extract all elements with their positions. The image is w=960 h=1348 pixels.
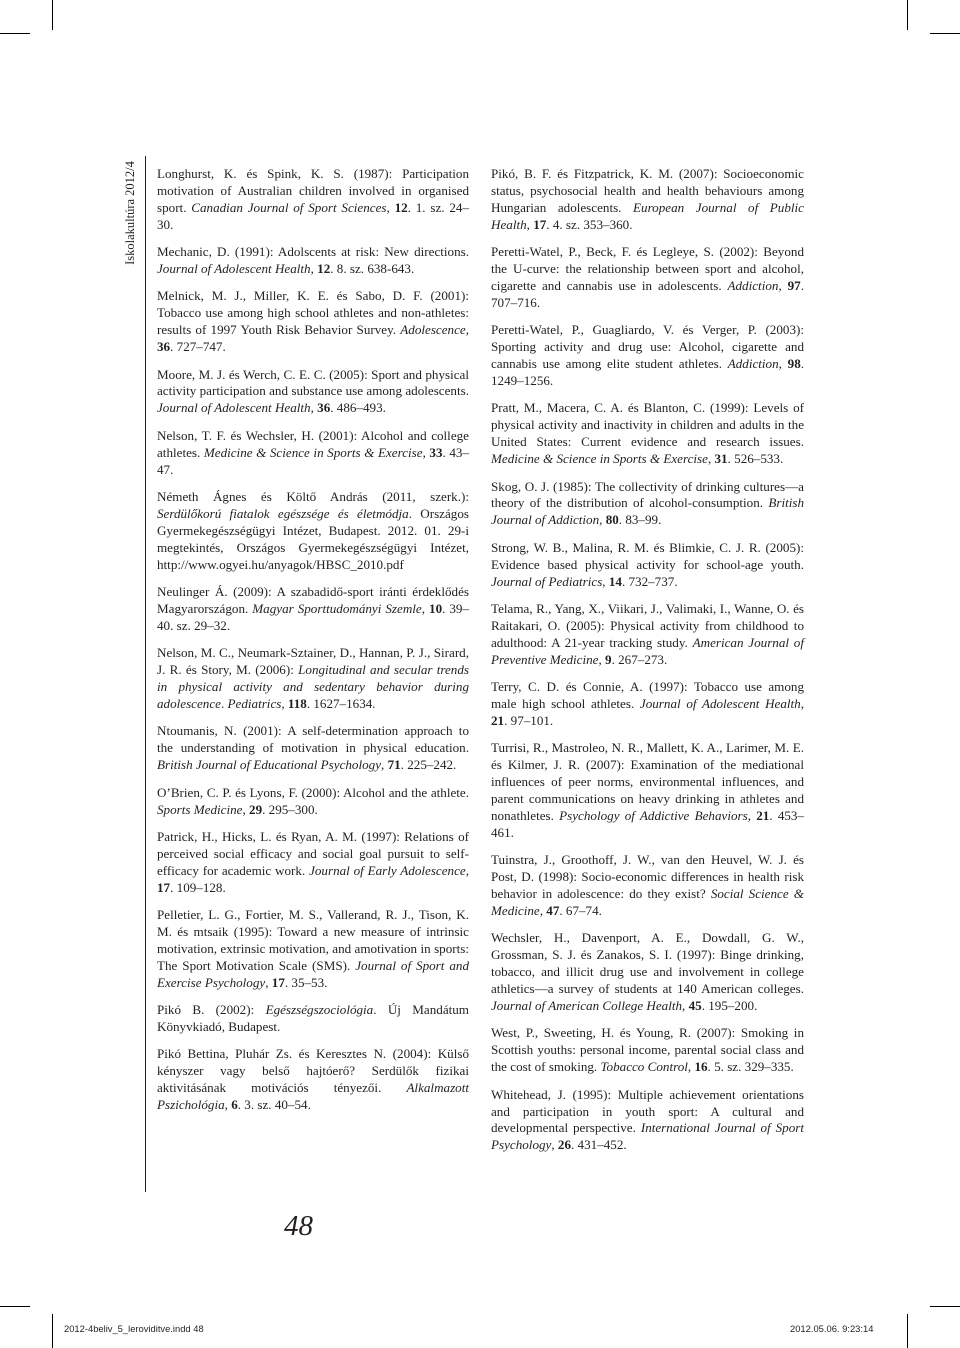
reference-entry <box>157 829 469 897</box>
crop-mark <box>930 1306 960 1307</box>
reference-segment: O’Brien, C. P. és Lyons, F. (2000): Alcohol and the athlete. <box>157 784 469 800</box>
reference-segment: 21 <box>756 807 770 823</box>
reference-segment: . 1249–1256. <box>491 356 805 388</box>
reference-entry <box>491 679 804 730</box>
reference-entry <box>491 540 804 591</box>
reference-segment: , <box>526 216 534 232</box>
reference-segment: , <box>381 757 388 773</box>
reference-segment: Wechsler, H., Davenport, A. E., Dowdall, G. W., Grossman, S. J. és Zanakos, S. I. (1997): Binge drinking, tobacco, and illicit drug use and involvement in college athletics—a survey of students at 140 American colleges. <box>491 930 804 997</box>
reference-segment: 36 <box>157 339 171 355</box>
reference-segment: 45 <box>688 997 702 1013</box>
reference-segment: Magyar Sporttudományi Szemle <box>252 600 422 616</box>
reference-segment: Telama, R., Yang, X., Viikari, J., Valimaki, I., Wanne, O. és Raitakari, O. (2005): Physical activity from childhood to adulthood: A 21-year tracking study. <box>491 600 804 650</box>
reference-segment: , <box>599 512 606 528</box>
references-right-column <box>491 166 804 1165</box>
reference-segment: 9 <box>605 651 612 667</box>
reference-segment: 36 <box>317 400 331 416</box>
footer-filename: 2012-4beliv_5_leroviditve.indd 48 <box>64 1323 204 1334</box>
reference-segment: . 1. sz. 24–30. <box>157 199 469 232</box>
reference-segment: Journal of American College Health <box>491 997 683 1013</box>
reference-segment: Patrick, H., Hicks, L. és Ryan, A. M. (1997): Relations of perceived social efficacy and social goal pursuit to self-efficacy for academic work. <box>157 828 469 878</box>
reference-segment: Peretti-Watel, P., Guagliardo, V. és Verger, P. (2003): Sporting activity and drug use: Alcohol, cigarette and cannabis use among elite student athletes. <box>491 322 804 372</box>
reference-entry <box>157 166 469 234</box>
reference-segment: , <box>707 451 715 467</box>
reference-segment: Alkalmazott Pszichológia <box>157 1080 469 1113</box>
reference-segment: , <box>551 1137 558 1153</box>
reference-entry <box>491 479 804 530</box>
reference-segment: , <box>778 356 788 372</box>
reference-segment: , <box>310 261 318 277</box>
reference-segment: 16 <box>694 1059 708 1075</box>
reference-segment: Tuinstra, J., Groothoff, J. W., van den Heuvel, W. J. és Post, D. (1998): Socio-economic differences in health risk behavior in adolescence: do they exist? <box>491 852 804 902</box>
crop-mark <box>52 1314 53 1348</box>
reference-segment: 97 <box>787 277 801 293</box>
reference-segment: Neulinger Á. (2009): A szabadidő-sport iránti érdeklődés Magyarországon. <box>157 584 469 616</box>
reference-segment: 12 <box>394 199 408 215</box>
reference-segment: , <box>242 801 250 817</box>
page-number: 48 <box>284 1210 313 1242</box>
reference-segment: 21 <box>491 712 505 728</box>
reference-segment: Tobacco Control <box>600 1059 688 1075</box>
reference-segment: . 67–74. <box>559 902 602 918</box>
reference-segment: 71 <box>387 757 401 773</box>
reference-segment: Psychology of Addictive Behaviors <box>559 807 748 823</box>
reference-segment: Mechanic, D. (1991): Adolscents at risk: New directions. <box>157 244 469 260</box>
reference-segment: , <box>687 1059 695 1075</box>
reference-segment: . 109–128. <box>170 879 226 895</box>
reference-segment: . 225–242. <box>400 757 457 773</box>
reference-entry <box>491 852 804 920</box>
reference-segment: Journal of Adolescent Health <box>157 261 311 277</box>
reference-segment: Pelletier, L. G., Fortier, M. S., Vallerand, R. J., Tison, K. M. és mtsaik (1995): Toward a new measure of intrinsic motivation, extrinsic motivation, and amotivation in sports: The Sport Motivation Scale (SMS). <box>157 907 469 973</box>
reference-segment: 33 <box>429 444 443 460</box>
reference-segment: Nelson, M. C., Neumark-Sztainer, D., Hannan, P. J., Sirard, J. R. és Story, M. (2006): <box>157 645 469 678</box>
reference-segment: European Journal of Public Health <box>491 199 804 232</box>
reference-segment: Skog, O. J. (1985): The collectivity of drinking cultures—a theory of the distribution of alcohol-consumption. <box>491 478 804 511</box>
reference-segment: 12 <box>317 261 331 277</box>
references-left-column <box>157 166 469 1125</box>
reference-segment: Journal of Adolescent Health <box>157 400 311 416</box>
reference-segment: . 295–300. <box>262 801 318 817</box>
footer-datetime: 2012.05.06. 9:23:14 <box>790 1323 874 1334</box>
reference-segment: Social Science & Medicine <box>491 886 804 918</box>
reference-segment: 14 <box>608 573 622 589</box>
reference-segment: , <box>281 695 288 711</box>
reference-segment: Addiction <box>727 356 779 372</box>
reference-segment: Medicine & Science in Sports & Exercise <box>203 444 423 460</box>
reference-segment: West, P., Sweeting, H. és Young, R. (2007): Smoking in Scottish youths: personal income, parental social class and the cost of smoking. <box>491 1025 804 1075</box>
reference-segment: Serdülőkorú fiatalok egészsége és életmódja <box>157 505 409 521</box>
reference-segment: Longhurst, K. és Spink, K. S. (1987): Participation motivation of Australian children involved in organised sport. <box>157 166 469 215</box>
reference-segment: Journal of Sport and Exercise Psychology <box>157 957 469 990</box>
reference-segment: Medicine & Science in Sports & Exercise <box>491 451 708 467</box>
reference-segment: Canadian Journal of Sport Sciences <box>191 199 387 215</box>
reference-entry <box>157 785 469 819</box>
reference-segment: , <box>265 974 272 990</box>
reference-segment: . 97–101. <box>504 712 554 728</box>
reference-segment: 17 <box>157 879 171 895</box>
reference-segment: , <box>224 1097 232 1113</box>
reference-segment: , <box>422 444 430 460</box>
reference-segment: Whitehead, J. (1995): Multiple achievement orientations and participation in youth sport: A cultural and developmental perspective. <box>491 1086 804 1136</box>
reference-segment: Németh Ágnes és Költő András (2011, szerk.): <box>157 489 469 504</box>
reference-segment: , <box>465 322 469 338</box>
reference-segment: Turrisi, R., Mastroleo, N. R., Mallett, K. A., Larimer, M. E. és Kilmer, J. R. (2007): Examination of the mediational influences of peer norms, environmental influences, and parent communications on heavy drinking in athletes and nonathletes. <box>491 740 804 823</box>
reference-segment: 17 <box>271 974 285 990</box>
reference-segment: Sports Medicine <box>157 801 243 817</box>
reference-segment: , <box>539 902 547 918</box>
reference-segment: International Journal of Sport Psychology <box>491 1120 804 1153</box>
reference-segment: . 732–737. <box>621 573 678 589</box>
reference-segment: . 3. sz. 40–54. <box>237 1097 311 1113</box>
reference-segment: Egészségszociológia <box>265 1002 374 1018</box>
reference-segment: Nelson, T. F. és Wechsler, H. (2001): Alcohol and college athletes. <box>157 427 469 460</box>
reference-entry <box>157 489 469 574</box>
reference-segment: , <box>386 199 395 215</box>
reference-segment: , <box>465 862 469 878</box>
crop-mark <box>52 0 53 30</box>
reference-segment: . 486–493. <box>330 400 386 416</box>
reference-segment: 6 <box>231 1097 238 1113</box>
reference-segment: Moore, M. J. és Werch, C. E. C. (2005): Sport and physical activity participation and substance use among adolescents. <box>157 366 469 399</box>
reference-segment: . 526–533. <box>727 451 784 467</box>
reference-segment: , <box>747 807 757 823</box>
reference-entry <box>491 322 804 390</box>
reference-entry <box>157 1046 469 1114</box>
crop-mark <box>907 0 908 30</box>
crop-mark <box>0 1306 30 1307</box>
reference-segment: Terry, C. D. és Connie, A. (1997): Tobacco use among male high school athletes. <box>491 679 804 711</box>
reference-segment: . 5. sz. 329–335. <box>707 1059 794 1075</box>
reference-segment: Longitudinal and secular trends in physical activity and sedentary behavior during adolescence <box>157 662 469 711</box>
reference-segment: , <box>421 600 430 616</box>
reference-entry <box>157 288 469 356</box>
reference-segment: 98 <box>787 356 801 372</box>
reference-segment: , <box>310 400 318 416</box>
reference-segment: . Országos Gyermekegészségügyi Intézet, Budapest. 2012. 01. 29-i megtekintés, Országos Gyermekegészségügyi Intézet, http://www.ogyei.hu/anyagok/HBSC_2010.pdf <box>157 505 469 572</box>
reference-segment: , <box>602 573 609 589</box>
reference-segment: . <box>220 695 228 711</box>
reference-segment: Adolescence <box>400 322 466 338</box>
reference-entry <box>491 166 804 234</box>
reference-segment: . 39–40. sz. 29–32. <box>157 600 470 633</box>
reference-segment: Journal of Early Adolescence <box>309 862 466 878</box>
reference-segment: . 453–461. <box>491 807 805 840</box>
reference-entry <box>157 723 469 774</box>
reference-entry <box>157 428 469 479</box>
crop-mark <box>930 33 960 34</box>
reference-segment: . 1627–1634. <box>306 695 376 711</box>
reference-segment: Pikó Bettina, Pluhár Zs. és Keresztes N. (2004): Külső kényszer vagy belső hajtóerő? Serdülők fizikai aktivitásának motivációs tényezői. <box>157 1046 469 1096</box>
reference-entry <box>157 244 469 278</box>
reference-segment: British Journal of Addiction <box>491 495 804 528</box>
reference-segment: Strong, W. B., Malina, R. M. és Blimkie, C. J. R. (2005): Evidence based physical activity for school-age youth. <box>491 539 804 572</box>
journal-sidebar <box>118 152 142 274</box>
reference-entry <box>157 584 469 635</box>
reference-entry <box>157 367 469 418</box>
reference-entry <box>491 1025 804 1076</box>
reference-segment: . Új Mandátum Könyvkiadó, Budapest. <box>157 1002 469 1034</box>
reference-segment: Journal of Adolescent Health <box>639 695 801 711</box>
reference-segment: , <box>778 277 788 293</box>
reference-segment: . 707–716. <box>491 277 804 310</box>
reference-segment: , <box>682 997 689 1013</box>
reference-segment: . 727–747. <box>170 339 226 355</box>
reference-segment: 47 <box>546 902 560 918</box>
reference-segment: . 8. sz. 638-643. <box>330 261 415 277</box>
reference-segment: 17 <box>533 216 547 232</box>
reference-entry <box>491 400 804 468</box>
reference-entry <box>491 930 804 1015</box>
sidebar-rule <box>145 156 146 1192</box>
reference-segment: . 267–273. <box>611 651 668 667</box>
reference-segment: , <box>598 651 606 667</box>
reference-segment: Peretti-Watel, P., Beck, F. és Legleye, S. (2002): Beyond the U-curve: the relationship between sport and alcohol, cigarette and cannabis use in adolescents. <box>491 244 804 293</box>
reference-entry <box>491 601 804 669</box>
reference-segment: . 83–99. <box>618 512 662 528</box>
reference-segment: British Journal of Educational Psychology <box>157 757 382 773</box>
crop-mark <box>907 1314 908 1348</box>
reference-entry <box>157 907 469 992</box>
reference-entry <box>491 1087 804 1155</box>
journal-sidebar-label: Iskolakultúra 2012/4 <box>123 161 137 265</box>
reference-segment: 118 <box>287 695 307 711</box>
reference-segment: Pediatrics <box>227 695 282 711</box>
reference-segment: Journal of Pediatrics <box>491 573 603 589</box>
reference-segment: . 195–200. <box>701 997 758 1013</box>
reference-entry <box>491 740 804 841</box>
reference-entry <box>157 645 469 713</box>
reference-segment: Ntoumanis, N. (2001): A self-determination approach to the understanding of motivation in physical education. <box>157 723 469 756</box>
reference-segment: , <box>800 695 804 711</box>
reference-segment: 10 <box>429 600 443 616</box>
reference-segment: . 431–452. <box>571 1137 627 1153</box>
reference-segment: 29 <box>249 801 263 817</box>
crop-mark <box>0 33 30 34</box>
reference-segment: Pikó B. (2002): <box>157 1002 266 1018</box>
reference-segment: 80 <box>605 512 619 528</box>
reference-entry <box>491 244 804 312</box>
reference-segment: 26 <box>557 1137 571 1153</box>
reference-segment: . 43–47. <box>157 444 469 477</box>
reference-segment: Addiction <box>727 277 779 293</box>
reference-segment: Pikó, B. F. és Fitzpatrick, K. M. (2007): Socioeconomic status, psychosocial health and health behaviours among Hungarian adolescents. <box>491 166 804 215</box>
reference-segment: . 35–53. <box>284 974 328 990</box>
reference-segment: . 4. sz. 353–360. <box>546 216 633 232</box>
reference-segment: American Journal of Preventive Medicine <box>491 634 804 667</box>
reference-segment: Melnick, M. J., Miller, K. E. és Sabo, D. F. (2001): Tobacco use among high school athletes and non-athletes: results of 1997 Youth Risk Behavior Survey. <box>157 288 469 338</box>
reference-entry <box>157 1002 469 1036</box>
reference-segment: 31 <box>714 451 728 467</box>
reference-segment: Pratt, M., Macera, C. A. és Blanton, C. (1999): Levels of physical activity and inactivity in children and adults in the United States: Current evidence and research issues. <box>491 400 804 450</box>
